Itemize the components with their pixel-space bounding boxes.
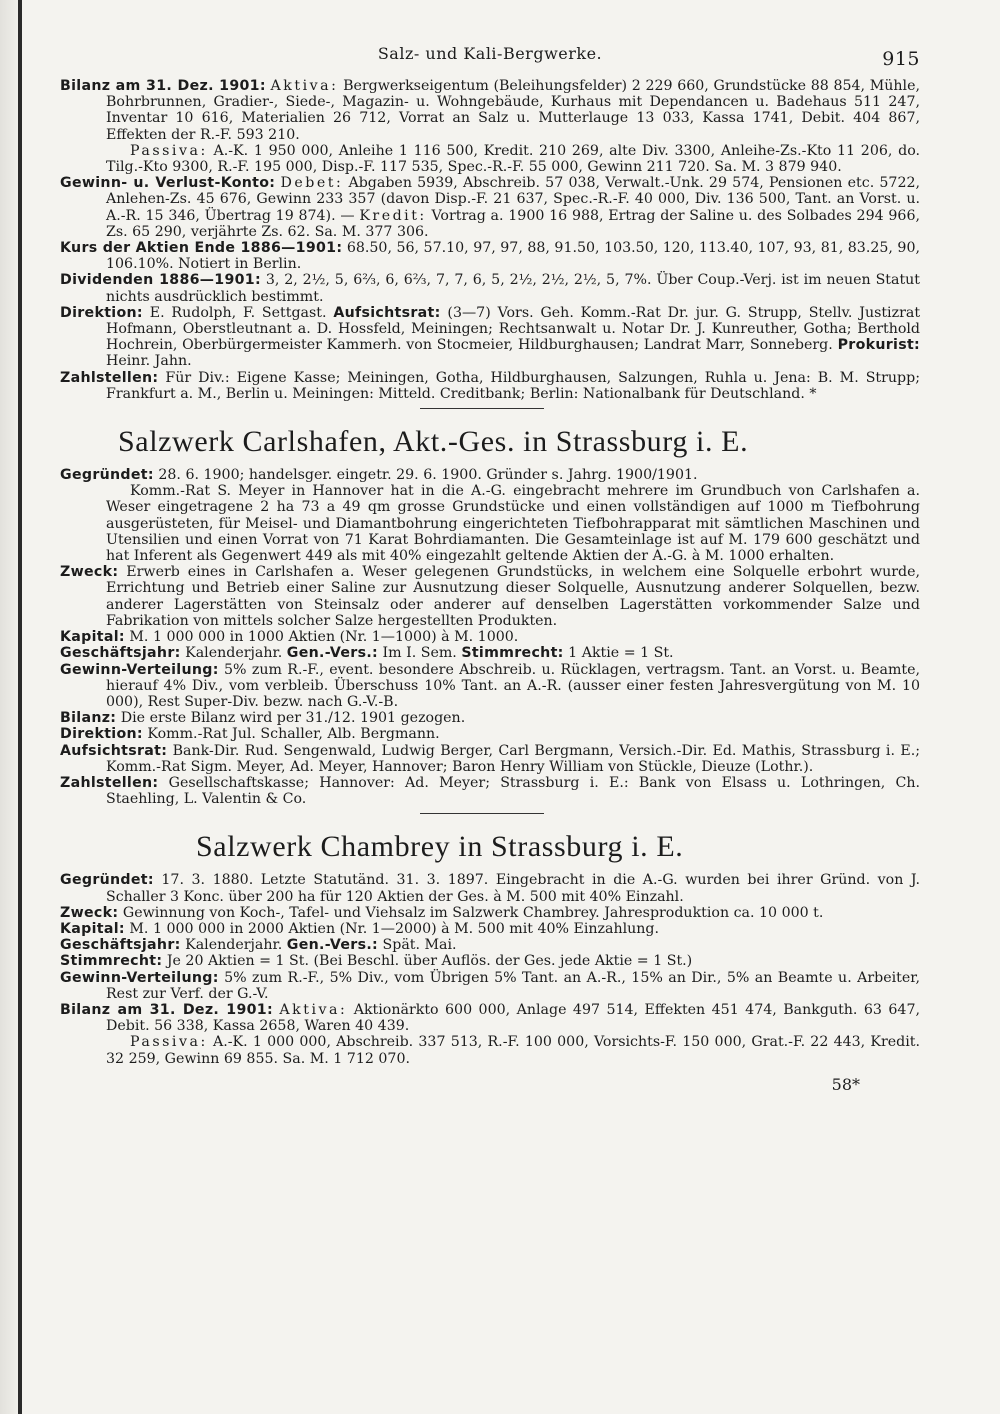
entry-text: 5% zum R.-F., 5% Div., vom Übrigen 5% Tant. an A.-R., 15% an Dir., 5% an Beamte u. Arbeiter, Rest zur Verf. der G.-V.: [106, 969, 920, 1002]
entry-text: Kalenderjahr.: [185, 645, 283, 662]
carlshafen-geschaeftsjahr-entry: [60, 645, 920, 661]
aufsichtsrat-label: Aufsichtsrat:: [333, 304, 441, 321]
chambrey-kapital-entry: [60, 921, 920, 937]
entry-label: Kurs der Aktien Ende 1886—1901:: [60, 240, 343, 257]
entry-label: Gegründet:: [60, 872, 154, 889]
passiva-text: A.-K. 1 000 000, Abschreib. 337 513, R.-F. 100 000, Vorsichts-F. 150 000, Grat.-F. 22 443, Kredit. 32 259, Gewinn 69 855. Sa. M. 1 712 070.: [106, 1034, 920, 1067]
entry-label: Kapital:: [60, 920, 125, 937]
page-number: 915: [882, 48, 920, 70]
chambrey-passiva-entry: [60, 1034, 920, 1066]
entry-label: Gegründet:: [60, 467, 154, 484]
prev-gewinn-entry: [60, 175, 920, 240]
entry-label: Dividenden 1886—1901:: [60, 272, 261, 289]
carlshafen-direktion-entry: [60, 726, 920, 742]
company-title-chambrey: Salzwerk Chambrey in Strassburg i. E.: [196, 830, 684, 864]
entry-label: Zahlstellen:: [60, 369, 159, 386]
entry-label: Stimmrecht:: [60, 953, 163, 970]
document-page: [60, 40, 920, 1094]
carlshafen-intro-paragraph: Komm.-Rat S. Meyer in Hannover hat in die A.-G. eingebracht mehrere im Grundbuch von Carlshafen a. Weser eingetragene 2 ha 73 a 49 qm grosse Grundstücke und einen vollständigen auf 1000 m Tiefbohrung ausgerüsteten, für Meisel- und Diamantbohrung eingerichteten Tiefbohrapparat mit sämtlichen Maschinen und Utensilien und einen Vorrat von 71 Karat Bohrdiamanten. Die Gesamteinlage ist auf M. 179 600 geschätzt und hat Inferent als Gegenwert 449 als mit 40% eingezahlt geltende Aktien der A.-G. à M. 1000 erhalten.: [106, 483, 920, 565]
entry-text: 17. 3. 1880. Letzte Statutänd. 31. 3. 1897. Eingebracht in die A.-G. wurden bei ihrer Gründ. von J. Schaller 3 Konc. über 200 ha für 120 Aktien der Ges. à M. 500 mit 40% Einzahl.: [106, 872, 920, 905]
aktiva-label: Aktiva:: [270, 78, 339, 94]
entry-label: Geschäftsjahr:: [60, 645, 181, 662]
entry-text: Bank-Dir. Rud. Sengenwald, Ludwig Berger, Carl Bergmann, Versich.-Dir. Ed. Mathis, Strassburg i. E.; Komm.-Rat Sigm. Meyer, Ad. Meyer, Hannover; Baron Henry William von Stückle, Dieuze (Lothr.).: [106, 742, 920, 775]
chambrey-bilanz-entry: [60, 1002, 920, 1034]
entry-label: Kapital:: [60, 629, 125, 646]
entry-text: Die erste Bilanz wird per 31./12. 1901 gezogen.: [120, 710, 466, 727]
chambrey-gegruendet-entry: [60, 872, 920, 904]
passiva-text: A.-K. 1 950 000, Anleihe 1 116 500, Kredit. 210 269, alte Div. 3300, Anleihe-Zs.-Kto 11 206, do. Tilg.-Kto 9300, R.-F. 195 000, Disp.-F. 117 535, Spec.-R.-F. 55 000, Gewinn 211 720. Sa. M. 3 879 940.: [106, 142, 920, 176]
chambrey-stimmrecht-entry: [60, 953, 920, 969]
page-header: [60, 40, 920, 78]
prev-zahlstellen-entry: [60, 370, 920, 402]
chambrey-zweck-entry: [60, 905, 920, 921]
gen-vers-label: Gen.-Vers.:: [286, 937, 379, 954]
section-divider: [420, 813, 544, 814]
passiva-label: Passiva:: [130, 142, 208, 159]
prev-kurs-entry: [60, 240, 920, 272]
prokurist-label: Prokurist:: [837, 337, 921, 354]
carlshafen-zahlstellen-entry: [60, 775, 920, 807]
entry-text: Für Div.: Eigene Kasse; Meiningen, Gotha, Hildburghausen, Salzungen, Ruhla u. Jena: B. M. Strupp; Frankfurt a. M., Berlin u. Meiningen: Mitteld. Creditbank; Berlin: Nationalbank für Deutschland. *: [106, 369, 920, 402]
aufsichtsrat-text: (3—7) Vors. Geh. Komm.-Rat Dr. jur. G. Strupp, Stellv. Justizrat Hofmann, Oberstleutnant a. D. Hossfeld, Meiningen; Rechtsanwalt u. Notar Dr. J. Kunreuther, Gotha; Berthold Hochrein, Oberbürgermeister Kammerh. von Stocmeier, Hildburghausen; Landrat Marr, Sonneberg.: [106, 304, 921, 354]
entry-label: Direktion:: [60, 304, 143, 321]
prev-direktion-entry: [60, 305, 920, 370]
aktiva-text: Aktionärkto 600 000, Anlage 497 514, Effekten 451 474, Bankguth. 63 647, Debit. 56 338, Kassa 2658, Waren 40 439.: [106, 1001, 920, 1035]
entry-label: Bilanz am 31. Dez. 1901:: [60, 1001, 273, 1018]
prev-passiva-entry: [60, 143, 920, 175]
entry-text: Gewinnung von Koch-, Tafel- und Viehsalz im Salzwerk Chambrey. Jahresproduktion ca. 10 000 t.: [122, 904, 824, 921]
stimmrecht-label: Stimmrecht:: [461, 645, 564, 662]
carlshafen-zweck-entry: [60, 564, 920, 629]
entry-label: Zahlstellen:: [60, 774, 159, 791]
prokurist-text: Heinr. Jahn.: [106, 353, 192, 370]
entry-text: 28. 6. 1900; handelsger. eingetr. 29. 6. 1900. Gründer s. Jahrg. 1900/1901.: [158, 467, 698, 484]
entry-label: Bilanz:: [60, 710, 117, 727]
passiva-label: Passiva:: [130, 1034, 208, 1051]
kredit-label: Kredit:: [359, 207, 427, 224]
carlshafen-kapital-entry: [60, 629, 920, 645]
entry-label: Bilanz am 31. Dez. 1901:: [60, 78, 266, 94]
entry-label: Zweck:: [60, 904, 119, 921]
entry-text: M. 1 000 000 in 1000 Aktien (Nr. 1—1000) à M. 1000.: [129, 629, 519, 646]
entry-text: E. Rudolph, F. Settgast.: [149, 304, 327, 321]
carlshafen-bilanz-entry: [60, 710, 920, 726]
prev-dividenden-entry: [60, 272, 920, 304]
chambrey-gewinn-verteilung-entry: [60, 970, 920, 1002]
prev-bilanz-entry: [60, 78, 920, 143]
debet-label: Debet:: [280, 175, 344, 192]
debet-text: Abgaben 5939, Abschreib. 57 038, Verwalt.-Unk. 29 574, Pensionen etc. 5722, Anlehen-Zs. 45 676, Gewinn 233 357 (davon Disp.-F. 21 637, Spec.-R.-F. 40 000, Div. 136 500, Tant. an Vorst. u. A.-R. 15 346, Übertrag 19 874). —: [106, 175, 921, 224]
stimmrecht-text: 1 Aktie = 1 St.: [568, 645, 674, 662]
carlshafen-aufsichtsrat-entry: [60, 743, 920, 775]
entry-label: Geschäftsjahr:: [60, 937, 181, 954]
signature-mark: 58*: [831, 1074, 860, 1094]
entry-label: Gewinn-Verteilung:: [60, 661, 219, 678]
chambrey-geschaeftsjahr-entry: [60, 937, 920, 953]
running-title: Salz- und Kali-Bergwerke.: [377, 44, 603, 63]
kredit-text: Vortrag a. 1900 16 988, Ertrag der Saline u. des Solbades 294 966, Zs. 65 290, verjährte Zs. 62. Sa. M. 377 306.: [106, 207, 920, 240]
section-divider: [420, 408, 544, 409]
entry-text: M. 1 000 000 in 2000 Aktien (Nr. 1—2000) à M. 500 mit 40% Einzahlung.: [129, 920, 660, 937]
entry-text: Erwerb eines in Carlshafen a. Weser gelegenen Grundstücks, in welchem eine Solquelle erbohrt wurde, Errichtung und Betrieb einer Saline zur Ausnutzung dieser Solquelle, Ausnutzung anderer Solquellen, bezw. anderer Lagerstätten von Steinsalz oder anderer auf denselben Lagerstätten vorkommender Salze und Fabrikation von mittels solcher Salze hergestellten Produkten.: [106, 564, 920, 629]
carlshafen-gegruendet-entry: [60, 467, 920, 483]
entry-text: Kalenderjahr.: [185, 937, 283, 954]
carlshafen-gewinn-verteilung-entry: [60, 662, 920, 711]
gen-vers-text: Spät. Mai.: [382, 937, 457, 954]
entry-label: Gewinn- u. Verlust-Konto:: [60, 175, 276, 192]
aktiva-text: Bergwerkseigentum (Beleihungsfelder) 2 229 660, Grundstücke 88 854, Mühle, Bohrbrunnen, Gradier-, Siede-, Magazin- u. Wohngebäude, Kurhaus mit Dependancen u. Badehaus 511 247, Inventar 10 616, Materialien 26 712, Vorrat an Salz u. Mutterlauge 13 033, Kassa 1741, Debit. 404 867, Effekten der R.-F. 593 210.: [106, 78, 920, 143]
entry-label: Aufsichtsrat:: [60, 742, 168, 759]
entry-text: 68.50, 56, 57.10, 97, 97, 88, 91.50, 103.50, 120, 113.40, 107, 93, 81, 83.25, 90, 106.10%. Notiert in Berlin.: [106, 240, 920, 273]
entry-text: Gesellschaftskasse; Hannover: Ad. Meyer; Strassburg i. E.: Bank von Elsass u. Lothringen, Ch. Staehling, L. Valentin & Co.: [106, 774, 921, 808]
entry-text: 5% zum R.-F., event. besondere Abschreib. u. Rücklagen, vertragsm. Tant. an Vorst. u. Beamte, hierauf 4% Div., vom verbleib. Überschuss 10% Tant. an A.-R. (ausser einer festen Jahresvergütung von M. 10 000), Rest Super-Div. bezw. nach G.-V.-B.: [106, 661, 920, 710]
gen-vers-text: Im I. Sem.: [382, 645, 457, 662]
gen-vers-label: Gen.-Vers.:: [286, 645, 379, 662]
entry-label: Gewinn-Verteilung:: [60, 969, 219, 986]
entry-text: Je 20 Aktien = 1 St. (Bei Beschl. über Auflös. der Ges. jede Aktie = 1 St.): [166, 953, 693, 970]
aktiva-label: Aktiva:: [279, 1001, 348, 1018]
entry-text: Komm.-Rat Jul. Schaller, Alb. Bergmann.: [147, 726, 440, 743]
company-title-carlshafen: Salzwerk Carlshafen, Akt.-Ges. in Strassburg i. E.: [118, 425, 749, 459]
entry-label: Zweck:: [60, 564, 119, 581]
binding-line: [18, 0, 22, 1414]
entry-text: 3, 2, 2½, 5, 6⅔, 6, 6⅔, 7, 7, 6, 5, 2½, 2½, 2½, 5, 7%. Über Coup.-Verj. ist im neuen Statut nichts ausdrücklich bestimmt.: [106, 272, 920, 305]
entry-label: Direktion:: [60, 726, 143, 743]
